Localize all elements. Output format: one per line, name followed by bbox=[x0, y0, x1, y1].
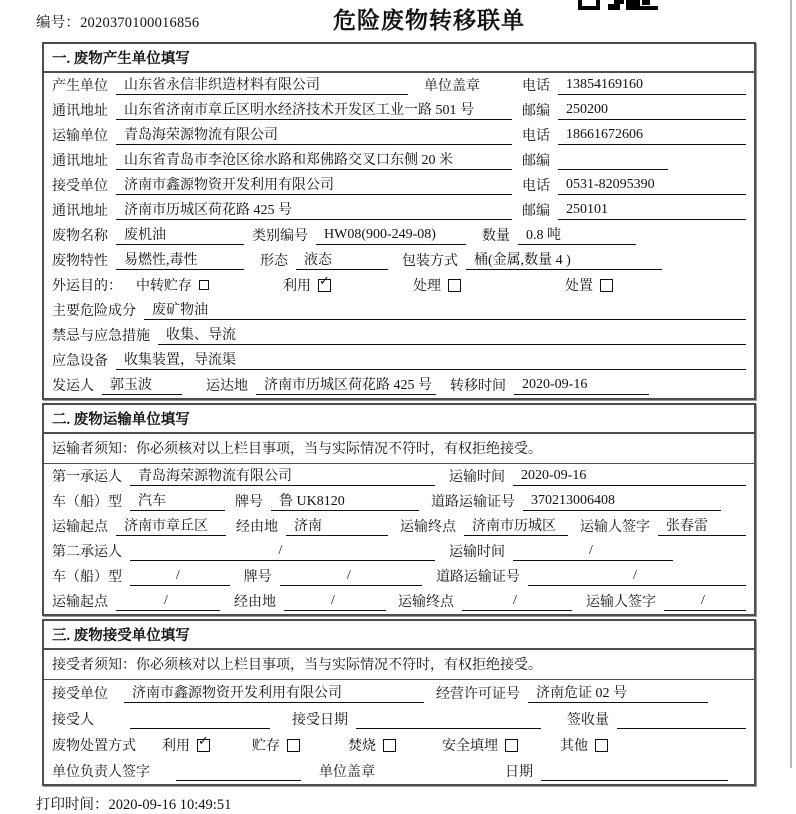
received-qty-value bbox=[617, 711, 746, 729]
address2-value: 山东省青岛市李沧区徐水路和郑佛路交叉口东侧 20 米 bbox=[116, 149, 512, 170]
consignor-label: 发运人 bbox=[52, 379, 94, 394]
origin2-value: / bbox=[116, 593, 220, 611]
plate1-value: 鲁 UK8120 bbox=[271, 490, 419, 511]
scan-page-edge bbox=[790, 0, 792, 768]
disposal-storage-checkbox bbox=[287, 739, 300, 752]
recipient-label: 接受人 bbox=[52, 713, 94, 728]
plate2-label: 牌号 bbox=[243, 570, 272, 585]
disposal-other-label: 其他 bbox=[560, 739, 588, 754]
transfer-time-label: 转移时间 bbox=[450, 379, 506, 394]
row-receiver-address bbox=[44, 198, 754, 223]
transporter-notice: 运输者须知：你必须核对以上栏目事项，当与实际情况不符时，有权拒绝接受。 bbox=[44, 434, 754, 464]
row-recipient bbox=[44, 706, 754, 732]
unit-seal2-label: 单位盖章 bbox=[319, 765, 375, 780]
disposal-other-checkbox bbox=[595, 739, 608, 752]
address3-label: 通讯地址 bbox=[52, 204, 108, 219]
row-waste-name bbox=[44, 223, 754, 248]
producer-label: 产生单位 bbox=[52, 79, 108, 94]
end1-value: 济南市历城区 bbox=[464, 515, 568, 536]
license2-label: 道路运输证号 bbox=[435, 570, 520, 585]
license1-value: 370213006408 bbox=[523, 493, 721, 511]
destination-value: 济南市历城区荷花路 425 号 bbox=[256, 374, 436, 395]
zip2-value bbox=[558, 152, 668, 170]
via1-label: 经由地 bbox=[236, 520, 278, 535]
carrier2-value: / bbox=[130, 543, 435, 561]
row-transporter-address bbox=[44, 148, 754, 173]
purpose-transfer-storage-checkbox bbox=[199, 280, 209, 290]
via2-value: / bbox=[284, 593, 386, 611]
doc-number-label: 编号： bbox=[36, 15, 81, 31]
check-mark: ✓ bbox=[198, 733, 209, 749]
form-state-value: 液态 bbox=[296, 249, 388, 270]
license2-value: / bbox=[528, 568, 746, 586]
phone2-label: 电话 bbox=[522, 129, 550, 144]
purpose-treat-checkbox bbox=[448, 279, 461, 292]
row-hazard bbox=[44, 298, 754, 323]
responsible-label: 单位负责人签字 bbox=[52, 765, 150, 780]
transport-time1-value: 2020-09-16 bbox=[513, 468, 746, 486]
print-time-value: 2020-09-16 10:49:51 bbox=[108, 797, 232, 813]
packaging-label: 包装方式 bbox=[402, 254, 458, 269]
disposal-utilize-checkbox bbox=[197, 733, 210, 752]
address3-value: 济南市历城区荷花路 425 号 bbox=[116, 199, 512, 220]
permit-value: 济南危证 02 号 bbox=[528, 682, 708, 703]
origin1-label: 运输起点 bbox=[52, 520, 108, 535]
address1-label: 通讯地址 bbox=[52, 104, 108, 119]
date2-value bbox=[541, 763, 728, 781]
receiver-notice: 接受者须知：你必须核对以上栏目事项，当与实际情况不符时，有权拒绝接受。 bbox=[44, 650, 754, 680]
consignor-value: 郭玉波 bbox=[102, 374, 182, 395]
row-producer-address bbox=[44, 98, 754, 123]
receiver-value: 济南市鑫源物资开发利用有限公司 bbox=[116, 174, 512, 195]
row-taboo bbox=[44, 323, 754, 348]
row-vehicle1 bbox=[44, 489, 754, 514]
carrier1-value: 青岛海荣源物流有限公司 bbox=[130, 465, 435, 486]
carrier2-label: 第二承运人 bbox=[52, 545, 122, 560]
row-receiver bbox=[44, 173, 754, 198]
vehicle1-label: 车（船）型 bbox=[52, 495, 122, 510]
vehicle1-value: 汽车 bbox=[130, 490, 225, 511]
waste-name-label: 废物名称 bbox=[52, 229, 108, 244]
transport-time1-label: 运输时间 bbox=[449, 470, 505, 485]
form-header bbox=[0, 0, 796, 42]
row-carrier1 bbox=[44, 464, 754, 489]
end2-label: 运输终点 bbox=[398, 595, 454, 610]
sign2-label: 运输人签字 bbox=[586, 595, 656, 610]
form-title: 危险废物转移联单 bbox=[333, 8, 525, 33]
disposal-label: 废物处置方式 bbox=[52, 739, 136, 754]
row-carrier2 bbox=[44, 539, 754, 564]
origin2-label: 运输起点 bbox=[52, 595, 108, 610]
producer-value: 山东省永信非织造材料有限公司 bbox=[116, 74, 408, 95]
unit-seal-label: 单位盖章 bbox=[424, 79, 480, 94]
equipment-value: 收集装置，导流渠 bbox=[116, 349, 746, 370]
qr-code-fragment bbox=[578, 0, 664, 10]
section2-box bbox=[42, 403, 756, 616]
row-waste-characteristics bbox=[44, 248, 754, 273]
transfer-time-value: 2020-09-16 bbox=[514, 377, 649, 395]
permit-label: 经营许可证号 bbox=[436, 687, 520, 702]
taboo-value: 收集、导流 bbox=[158, 324, 746, 345]
characteristics-label: 废物特性 bbox=[52, 254, 108, 269]
sign1-value: 张春雷 bbox=[658, 515, 746, 536]
purpose-dispose-checkbox bbox=[600, 279, 613, 292]
row-route2 bbox=[44, 589, 754, 614]
print-time bbox=[36, 793, 796, 814]
purpose-option-transfer-storage bbox=[136, 275, 209, 295]
doc-number bbox=[36, 11, 199, 32]
waste-name-value: 废机油 bbox=[116, 224, 244, 245]
row-disposal bbox=[44, 732, 754, 758]
zip1-label: 邮编 bbox=[522, 104, 550, 119]
disposal-landfill-checkbox bbox=[505, 739, 518, 752]
row-responsible bbox=[44, 758, 754, 784]
disposal-option-storage bbox=[252, 735, 300, 755]
disposal-utilize-label: 利用 bbox=[162, 739, 190, 754]
taboo-label: 禁忌与应急措施 bbox=[52, 329, 150, 344]
row-equipment bbox=[44, 348, 754, 373]
sign1-label: 运输人签字 bbox=[580, 520, 650, 535]
category-label: 类别编号 bbox=[252, 229, 308, 244]
quantity-label: 数量 bbox=[482, 229, 510, 244]
row-vehicle2 bbox=[44, 564, 754, 589]
via2-label: 经由地 bbox=[234, 595, 276, 610]
end2-value: / bbox=[462, 593, 572, 611]
row-route1 bbox=[44, 514, 754, 539]
packaging-value: 桶(金属,数量 4 ) bbox=[466, 249, 662, 270]
receiver-label: 接受单位 bbox=[52, 179, 108, 194]
zip1-value: 250200 bbox=[558, 102, 746, 120]
license1-label: 道路运输证号 bbox=[431, 495, 515, 510]
received-qty-label: 签收量 bbox=[567, 713, 609, 728]
date2-label: 日期 bbox=[505, 765, 533, 780]
section1-header: 一. 废物产生单位填写 bbox=[44, 44, 754, 73]
purpose-transfer-storage-label: 中转贮存 bbox=[136, 279, 192, 294]
transporter-label: 运输单位 bbox=[52, 129, 108, 144]
row-producer bbox=[44, 73, 754, 98]
responsible-value bbox=[176, 763, 301, 781]
phone3-label: 电话 bbox=[522, 179, 550, 194]
transporter-value: 青岛海荣源物流有限公司 bbox=[116, 124, 512, 145]
destination-label: 运达地 bbox=[206, 379, 248, 394]
purpose-utilize-checkbox bbox=[318, 273, 331, 292]
origin1-value: 济南市章丘区 bbox=[116, 515, 226, 536]
end1-label: 运输终点 bbox=[400, 520, 456, 535]
equipment-label: 应急设备 bbox=[52, 354, 108, 369]
doc-number-value: 2020370100016856 bbox=[80, 15, 200, 31]
receive-date-label: 接受日期 bbox=[292, 713, 348, 728]
carrier1-label: 第一承运人 bbox=[52, 470, 122, 485]
disposal-landfill-label: 安全填埋 bbox=[442, 739, 498, 754]
disposal-incinerate-label: 焚烧 bbox=[348, 739, 376, 754]
disposal-option-utilize bbox=[162, 735, 210, 755]
quantity-value: 0.8 吨 bbox=[518, 224, 636, 245]
hazard-value: 废矿物油 bbox=[144, 299, 746, 320]
address2-label: 通讯地址 bbox=[52, 154, 108, 169]
plate2-value: / bbox=[280, 568, 422, 586]
category-value: HW08(900-249-08) bbox=[316, 227, 466, 245]
address1-value: 山东省济南市章丘区明水经济技术开发区工业一路 501 号 bbox=[116, 99, 512, 120]
print-time-label: 打印时间： bbox=[36, 797, 109, 813]
section3-header: 三. 废物接受单位填写 bbox=[44, 621, 754, 650]
phone2-value: 18661672606 bbox=[558, 127, 746, 145]
disposal-incinerate-checkbox bbox=[383, 739, 396, 752]
section1-box bbox=[42, 42, 756, 400]
row-receiving-unit bbox=[44, 680, 754, 706]
vehicle2-value: / bbox=[130, 568, 230, 586]
row-consignor bbox=[44, 373, 754, 398]
section3-box bbox=[42, 619, 756, 786]
check-mark: ✓ bbox=[319, 273, 330, 289]
phone1-value: 13854169160 bbox=[558, 77, 746, 95]
phone3-value: 0531-82095390 bbox=[558, 177, 746, 195]
disposal-option-landfill bbox=[442, 735, 518, 755]
vehicle2-label: 车（船）型 bbox=[52, 570, 122, 585]
purpose-utilize-label: 利用 bbox=[283, 279, 311, 294]
disposal-storage-label: 贮存 bbox=[252, 739, 280, 754]
hazard-label: 主要危险成分 bbox=[52, 304, 136, 319]
receiving-unit-value: 济南市鑫源物资开发利用有限公司 bbox=[124, 682, 424, 703]
section2-header: 二. 废物运输单位填写 bbox=[44, 405, 754, 434]
disposal-option-incinerate bbox=[348, 735, 396, 755]
purpose-option-treat bbox=[413, 275, 461, 295]
sign2-value: / bbox=[664, 593, 746, 611]
plate1-label: 牌号 bbox=[235, 495, 263, 510]
characteristics-value: 易燃性,毒性 bbox=[116, 249, 244, 270]
purpose-option-dispose bbox=[565, 275, 613, 295]
row-purpose bbox=[44, 273, 754, 298]
receive-date-value bbox=[356, 711, 541, 729]
phone1-label: 电话 bbox=[522, 79, 550, 94]
purpose-option-utilize bbox=[283, 275, 331, 295]
disposal-option-other bbox=[560, 735, 608, 755]
form-state-label: 形态 bbox=[260, 254, 288, 269]
zip2-label: 邮编 bbox=[522, 154, 550, 169]
via1-value: 济南 bbox=[286, 515, 388, 536]
purpose-dispose-label: 处置 bbox=[565, 279, 593, 294]
receiving-unit-label: 接受单位 bbox=[52, 687, 108, 702]
zip3-label: 邮编 bbox=[522, 204, 550, 219]
row-transporter bbox=[44, 123, 754, 148]
transport-time2-value: / bbox=[513, 543, 673, 561]
transport-time2-label: 运输时间 bbox=[449, 545, 505, 560]
purpose-label: 外运目的： bbox=[52, 279, 122, 294]
purpose-treat-label: 处理 bbox=[413, 279, 441, 294]
zip3-value: 250101 bbox=[558, 202, 746, 220]
recipient-value bbox=[130, 711, 270, 729]
